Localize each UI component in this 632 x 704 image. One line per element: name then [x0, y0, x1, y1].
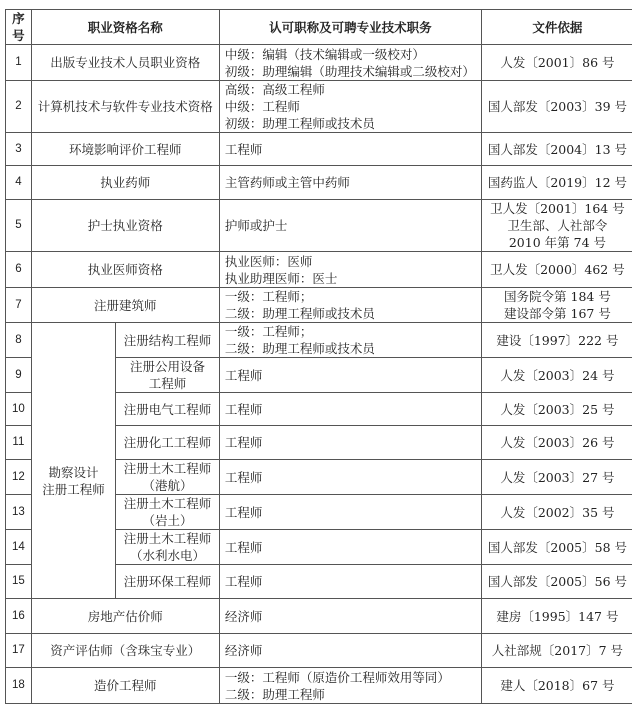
row-number: 11 [6, 426, 32, 460]
recognized-title [219, 393, 481, 426]
recognized-title [219, 252, 481, 288]
document-basis [481, 495, 632, 530]
qualification-name [116, 495, 220, 530]
recognized-title [219, 460, 481, 495]
document-basis [481, 133, 632, 166]
qualification-name [31, 200, 219, 252]
doc-line: 国人部发〔2003〕39 号 [488, 98, 627, 115]
document-basis [481, 460, 632, 495]
table-row [6, 634, 632, 668]
row-number: 4 [6, 166, 32, 200]
recognized-title [219, 81, 481, 133]
qualification-name [116, 460, 220, 495]
row-number: 2 [6, 81, 32, 133]
recognized-title [219, 358, 481, 393]
duty-line: 初级：助理编辑（助理技术编辑或二级校对） [225, 63, 475, 80]
row-number: 10 [6, 393, 32, 426]
table-row [6, 252, 632, 288]
table-row [6, 288, 632, 323]
document-basis [481, 358, 632, 393]
header-duty: 认可职称及可聘专业技术职务 [219, 10, 481, 45]
recognized-title [219, 495, 481, 530]
qualification-name [31, 133, 219, 166]
document-basis [481, 668, 632, 704]
name-line: 注册土木工程师 [122, 530, 213, 547]
name-line: （岩土） [122, 512, 213, 529]
row-number: 13 [6, 495, 32, 530]
row-number: 9 [6, 358, 32, 393]
name-line: 造价工程师 [38, 677, 213, 694]
row-number: 6 [6, 252, 32, 288]
doc-line: 国人部发〔2005〕58 号 [488, 539, 627, 556]
document-basis [481, 252, 632, 288]
doc-line: 人发〔2003〕27 号 [488, 469, 627, 486]
group-label-line: 注册工程师 [38, 481, 109, 498]
table-row [6, 668, 632, 704]
duty-line: 高级：高级工程师 [225, 81, 475, 98]
name-line: 注册环保工程师 [122, 573, 213, 590]
qualification-table [5, 9, 632, 704]
recognized-title [219, 599, 481, 634]
duty-line: 工程师 [225, 434, 475, 451]
qualification-name [31, 668, 219, 704]
duty-line: 工程师 [225, 141, 475, 158]
name-line: 出版专业技术人员职业资格 [38, 54, 213, 71]
doc-line: 人发〔2002〕35 号 [488, 504, 627, 521]
table-row [6, 45, 632, 81]
recognized-title [219, 634, 481, 668]
document-basis [481, 288, 632, 323]
document-basis [481, 45, 632, 81]
doc-line: 人发〔2003〕26 号 [488, 434, 627, 451]
row-number: 5 [6, 200, 32, 252]
name-line: （水利水电） [122, 547, 213, 564]
name-line: 注册土木工程师 [122, 495, 213, 512]
document-basis [481, 599, 632, 634]
qualification-name [31, 166, 219, 200]
document-basis [481, 634, 632, 668]
table-row [6, 599, 632, 634]
qualification-name [31, 599, 219, 634]
document-basis [481, 81, 632, 133]
duty-line: 工程师 [225, 469, 475, 486]
recognized-title [219, 668, 481, 704]
group-label-survey-design-engineer [31, 323, 115, 599]
row-number: 12 [6, 460, 32, 495]
document-basis [481, 393, 632, 426]
document-basis [481, 565, 632, 599]
row-number: 16 [6, 599, 32, 634]
recognized-title [219, 45, 481, 81]
name-line: 注册土木工程师 [122, 460, 213, 477]
recognized-title [219, 530, 481, 565]
duty-line: 初级：助理工程师或技术员 [225, 115, 475, 132]
doc-line: 人发〔2003〕24 号 [488, 367, 627, 384]
doc-line: 卫人发〔2001〕164 号 [488, 200, 627, 217]
table-row [6, 200, 632, 252]
name-line: 执业医师资格 [38, 261, 213, 278]
header-no: 序号 [6, 10, 32, 45]
name-line: 执业药师 [38, 174, 213, 191]
table-row [6, 166, 632, 200]
qualification-name [116, 358, 220, 393]
duty-line: 工程师 [225, 504, 475, 521]
doc-line: 建人〔2018〕67 号 [488, 677, 627, 694]
duty-line: 一级：工程师； [225, 323, 475, 340]
doc-line: 人社部规〔2017〕7 号 [488, 642, 627, 659]
name-line: 计算机技术与软件专业技术资格 [38, 98, 213, 115]
table-row [6, 133, 632, 166]
duty-line: 执业助理医师：医士 [225, 270, 475, 287]
row-number: 1 [6, 45, 32, 81]
duty-line: 二级：助理工程师或技术员 [225, 340, 475, 357]
name-line: 护士执业资格 [38, 217, 213, 234]
recognized-title [219, 133, 481, 166]
recognized-title [219, 323, 481, 358]
duty-line: 执业医师：医师 [225, 253, 475, 270]
duty-line: 护师或护士 [225, 217, 475, 234]
row-number: 15 [6, 565, 32, 599]
table-row [6, 323, 632, 358]
qualification-name [31, 252, 219, 288]
doc-line: 国人部发〔2004〕13 号 [488, 141, 627, 158]
row-number: 14 [6, 530, 32, 565]
name-line: 注册电气工程师 [122, 401, 213, 418]
header-name: 职业资格名称 [31, 10, 219, 45]
duty-line: 工程师 [225, 367, 475, 384]
recognized-title [219, 166, 481, 200]
duty-line: 工程师 [225, 401, 475, 418]
doc-line: 国人部发〔2005〕56 号 [488, 573, 627, 590]
table-row [6, 81, 632, 133]
row-number: 8 [6, 323, 32, 358]
duty-line: 一级：工程师； [225, 288, 475, 305]
duty-line: 经济师 [225, 608, 475, 625]
row-number: 3 [6, 133, 32, 166]
row-number: 18 [6, 668, 32, 704]
qualification-name [116, 393, 220, 426]
duty-line: 二级：助理工程师 [225, 686, 475, 703]
doc-line: 人发〔2003〕25 号 [488, 401, 627, 418]
name-line: 房地产估价师 [38, 608, 213, 625]
duty-line: 工程师 [225, 573, 475, 590]
document-basis [481, 426, 632, 460]
recognized-title [219, 426, 481, 460]
name-line: 注册化工工程师 [122, 434, 213, 451]
recognized-title [219, 288, 481, 323]
duty-line: 中级：工程师 [225, 98, 475, 115]
row-number: 17 [6, 634, 32, 668]
doc-line: 建设部令第 167 号 [488, 305, 627, 322]
qualification-name [116, 530, 220, 565]
name-line: 注册公用设备 [122, 358, 213, 375]
qualification-name [31, 45, 219, 81]
qualification-name [116, 323, 220, 358]
header-doc: 文件依据 [481, 10, 632, 45]
duty-line: 中级：编辑（技术编辑或一级校对） [225, 46, 475, 63]
name-line: 资产评估师（含珠宝专业） [38, 642, 213, 659]
duty-line: 工程师 [225, 539, 475, 556]
document-basis [481, 323, 632, 358]
duty-line: 一级：工程师（原造价工程师效用等同） [225, 669, 475, 686]
document-basis [481, 166, 632, 200]
qualification-name [116, 426, 220, 460]
table-header-row [6, 10, 632, 45]
document-basis [481, 200, 632, 252]
name-line: 环境影响评价工程师 [38, 141, 213, 158]
qualification-name [31, 81, 219, 133]
doc-line: 国务院令第 184 号 [488, 288, 627, 305]
duty-line: 主管药师或主管中药师 [225, 174, 475, 191]
duty-line: 经济师 [225, 642, 475, 659]
name-line: 注册建筑师 [38, 297, 213, 314]
document-basis [481, 530, 632, 565]
doc-line: 卫生部、人社部令 [488, 217, 627, 234]
recognized-title [219, 565, 481, 599]
doc-line: 2010 年第 74 号 [488, 234, 627, 251]
doc-line: 建房〔1995〕147 号 [488, 608, 627, 625]
doc-line: 国药监人〔2019〕12 号 [488, 174, 627, 191]
row-number: 7 [6, 288, 32, 323]
duty-line: 二级：助理工程师或技术员 [225, 305, 475, 322]
qualification-name [116, 565, 220, 599]
name-line: 注册结构工程师 [122, 332, 213, 349]
doc-line: 人发〔2001〕86 号 [488, 54, 627, 71]
qualification-name [31, 634, 219, 668]
name-line: （港航） [122, 477, 213, 494]
name-line: 工程师 [122, 375, 213, 392]
group-label-line: 勘察设计 [38, 464, 109, 481]
doc-line: 建设〔1997〕222 号 [488, 332, 627, 349]
qualification-name [31, 288, 219, 323]
recognized-title [219, 200, 481, 252]
doc-line: 卫人发〔2000〕462 号 [488, 261, 627, 278]
